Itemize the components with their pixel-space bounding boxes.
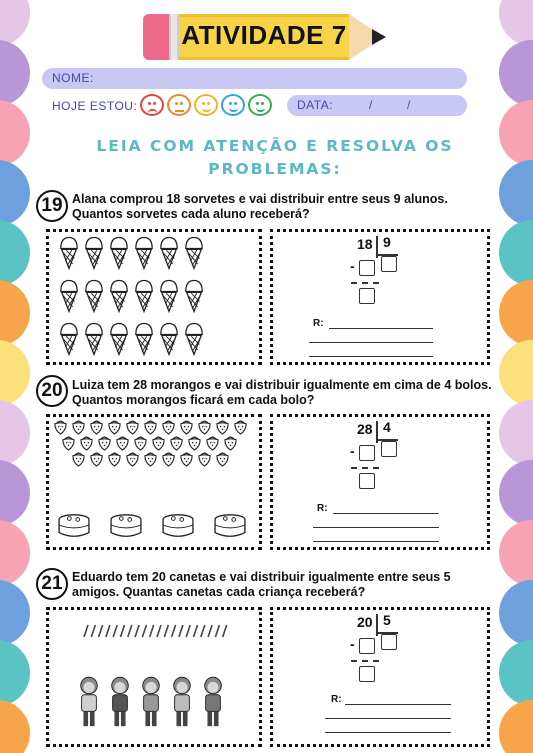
question-number: 21 <box>36 568 68 600</box>
decorative-circle <box>499 0 533 46</box>
neutral-face-icon[interactable] <box>167 94 191 116</box>
minus-sign: - <box>350 258 355 274</box>
strawberry-icon <box>197 420 212 435</box>
strawberry-icon <box>97 436 112 451</box>
minus-sign: - <box>350 636 355 652</box>
strawberry-icon <box>215 452 230 467</box>
answer-label: R: <box>331 694 342 705</box>
left-decoration <box>0 0 34 753</box>
subtraction-box[interactable] <box>359 260 375 276</box>
date-separator: / <box>369 98 373 112</box>
subtraction-line <box>351 282 379 284</box>
ice-cream-icon <box>159 277 179 315</box>
divisor: 9 <box>383 234 391 250</box>
decorative-circle <box>0 580 30 646</box>
minus-sign: - <box>350 443 355 459</box>
decorative-circle <box>499 160 533 226</box>
strawberry-icon <box>205 436 220 451</box>
answer-box <box>270 229 490 365</box>
subtraction-line <box>351 660 379 662</box>
strawberry-icon <box>71 452 86 467</box>
strawberry-icon <box>89 452 104 467</box>
name-field[interactable] <box>42 68 467 89</box>
answer-line[interactable] <box>345 704 451 705</box>
quotient-box[interactable] <box>381 441 397 457</box>
ice-cream-icon <box>59 320 79 358</box>
answer-line[interactable] <box>313 527 439 528</box>
ice-cream-icon <box>134 277 154 315</box>
answer-line[interactable] <box>313 541 439 542</box>
answer-line[interactable] <box>325 718 451 719</box>
decorative-circle <box>0 520 30 586</box>
strawberry-icon <box>89 420 104 435</box>
strawberry-icon <box>215 420 230 435</box>
date-separator: / <box>407 98 411 112</box>
decorative-circle <box>0 40 30 106</box>
strawberry-icon <box>143 420 158 435</box>
ice-cream-icon <box>109 320 129 358</box>
answer-box <box>270 414 490 550</box>
strawberry-icon <box>179 420 194 435</box>
strawberry-icon <box>125 420 140 435</box>
decorative-circle <box>0 280 30 346</box>
decorative-circle <box>499 580 533 646</box>
illustration-box <box>46 229 262 365</box>
strawberry-icon <box>223 436 238 451</box>
answer-box <box>270 607 490 747</box>
decorative-circle <box>499 520 533 586</box>
ice-cream-icon <box>109 234 129 272</box>
strawberry-icon <box>79 436 94 451</box>
cake-icon <box>55 512 93 540</box>
ice-cream-icon <box>59 234 79 272</box>
child-icon <box>77 676 101 732</box>
quotient-box[interactable] <box>381 634 397 650</box>
pencil-eraser <box>143 14 169 60</box>
ice-cream-icon <box>84 320 104 358</box>
silly-face-icon[interactable] <box>248 94 272 116</box>
quotient-box[interactable] <box>381 256 397 272</box>
cake-icon <box>159 512 197 540</box>
strawberry-icon <box>133 436 148 451</box>
remainder-box[interactable] <box>359 666 375 682</box>
strawberry-icon <box>143 452 158 467</box>
strawberry-icon <box>161 420 176 435</box>
strawberry-icon <box>53 420 68 435</box>
answer-line[interactable] <box>325 732 451 733</box>
decorative-circle <box>0 0 30 46</box>
decorative-circle <box>0 640 30 706</box>
child-icon <box>201 676 225 732</box>
strawberry-icon <box>125 452 140 467</box>
strawberry-icon <box>71 420 86 435</box>
answer-line[interactable] <box>329 328 433 329</box>
subtraction-box[interactable] <box>359 638 375 654</box>
strawberry-icon <box>197 452 212 467</box>
divisor: 5 <box>383 612 391 628</box>
question-text: Alana comprou 18 sorvetes e vai distribuir entre seus 9 alunos. Quantos sorvetes cada aluno receberá? <box>72 192 448 221</box>
strawberry-icon <box>187 436 202 451</box>
dividend: 28 <box>357 421 373 437</box>
decorative-circle <box>499 340 533 406</box>
decorative-circle <box>0 460 30 526</box>
decorative-circle <box>499 460 533 526</box>
decorative-circle <box>0 100 30 166</box>
smile-face-icon[interactable] <box>221 94 245 116</box>
strawberry-icon <box>107 452 122 467</box>
strawberry-icon <box>151 436 166 451</box>
pencils-illustration <box>80 624 230 641</box>
decorative-circle <box>499 100 533 166</box>
strawberry-icon <box>179 452 194 467</box>
instructions-heading: LEIA COM ATENÇÃO E RESOLVA OS PROBLEMAS: <box>96 137 454 178</box>
title-pencil <box>143 14 393 60</box>
answer-label: R: <box>313 318 324 329</box>
decorative-circle <box>499 40 533 106</box>
mood-label: HOJE ESTOU: <box>52 99 138 113</box>
subtraction-box[interactable] <box>359 445 375 461</box>
decorative-circle <box>499 280 533 346</box>
answer-line[interactable] <box>333 513 439 514</box>
dividend: 18 <box>357 236 373 252</box>
answer-line[interactable] <box>309 356 433 357</box>
remainder-box[interactable] <box>359 288 375 304</box>
remainder-box[interactable] <box>359 473 375 489</box>
ice-cream-icon <box>59 277 79 315</box>
ice-cream-icon <box>84 234 104 272</box>
ice-cream-icon <box>134 234 154 272</box>
child-icon <box>139 676 163 732</box>
date-field[interactable] <box>287 95 467 116</box>
ice-cream-icon <box>184 277 204 315</box>
question-text: Eduardo tem 20 canetas e vai distribuir igualmente entre seus 5 amigos. Quantas canetas cada criança receberá? <box>72 570 451 599</box>
answer-label: R: <box>317 503 328 514</box>
strawberry-icon <box>169 436 184 451</box>
sad-face-icon[interactable] <box>140 94 164 116</box>
ice-cream-icon <box>159 320 179 358</box>
ice-cream-icon <box>84 277 104 315</box>
strawberry-icon <box>233 420 248 435</box>
decorative-circle <box>499 640 533 706</box>
illustration-box <box>46 414 262 550</box>
ice-cream-icon <box>184 320 204 358</box>
question-number: 20 <box>36 375 68 407</box>
page-title: ATIVIDADE 7 <box>181 20 347 50</box>
child-icon <box>108 676 132 732</box>
pencil-lead <box>372 29 386 45</box>
answer-line[interactable] <box>309 342 433 343</box>
ice-cream-icon <box>109 277 129 315</box>
ice-cream-icon <box>134 320 154 358</box>
divisor: 4 <box>383 419 391 435</box>
happy-face-icon[interactable] <box>194 94 218 116</box>
right-decoration <box>499 0 533 753</box>
strawberry-icon <box>115 436 130 451</box>
strawberry-icon <box>107 420 122 435</box>
mood-options <box>140 94 272 116</box>
decorative-circle <box>499 700 533 753</box>
ice-cream-icon <box>184 234 204 272</box>
decorative-circle <box>0 220 30 286</box>
child-icon <box>170 676 194 732</box>
name-label: NOME: <box>52 71 94 85</box>
question-number: 19 <box>36 190 68 222</box>
strawberry-icon <box>161 452 176 467</box>
pencil-band <box>169 14 179 60</box>
decorative-circle <box>0 340 30 406</box>
ice-cream-icon <box>159 234 179 272</box>
cake-icon <box>107 512 145 540</box>
subtraction-line <box>351 467 379 469</box>
question-text: Luiza tem 28 morangos e vai distribuir igualmente em cima de 4 bolos. Quantos morangos ficará em cada bolo? <box>72 378 492 407</box>
decorative-circle <box>499 400 533 466</box>
pencils-icon <box>80 624 230 638</box>
strawberry-icon <box>61 436 76 451</box>
cake-icon <box>211 512 249 540</box>
decorative-circle <box>0 700 30 753</box>
decorative-circle <box>499 220 533 286</box>
dividend: 20 <box>357 614 373 630</box>
decorative-circle <box>0 400 30 466</box>
decorative-circle <box>0 160 30 226</box>
date-label: DATA: <box>297 98 334 112</box>
